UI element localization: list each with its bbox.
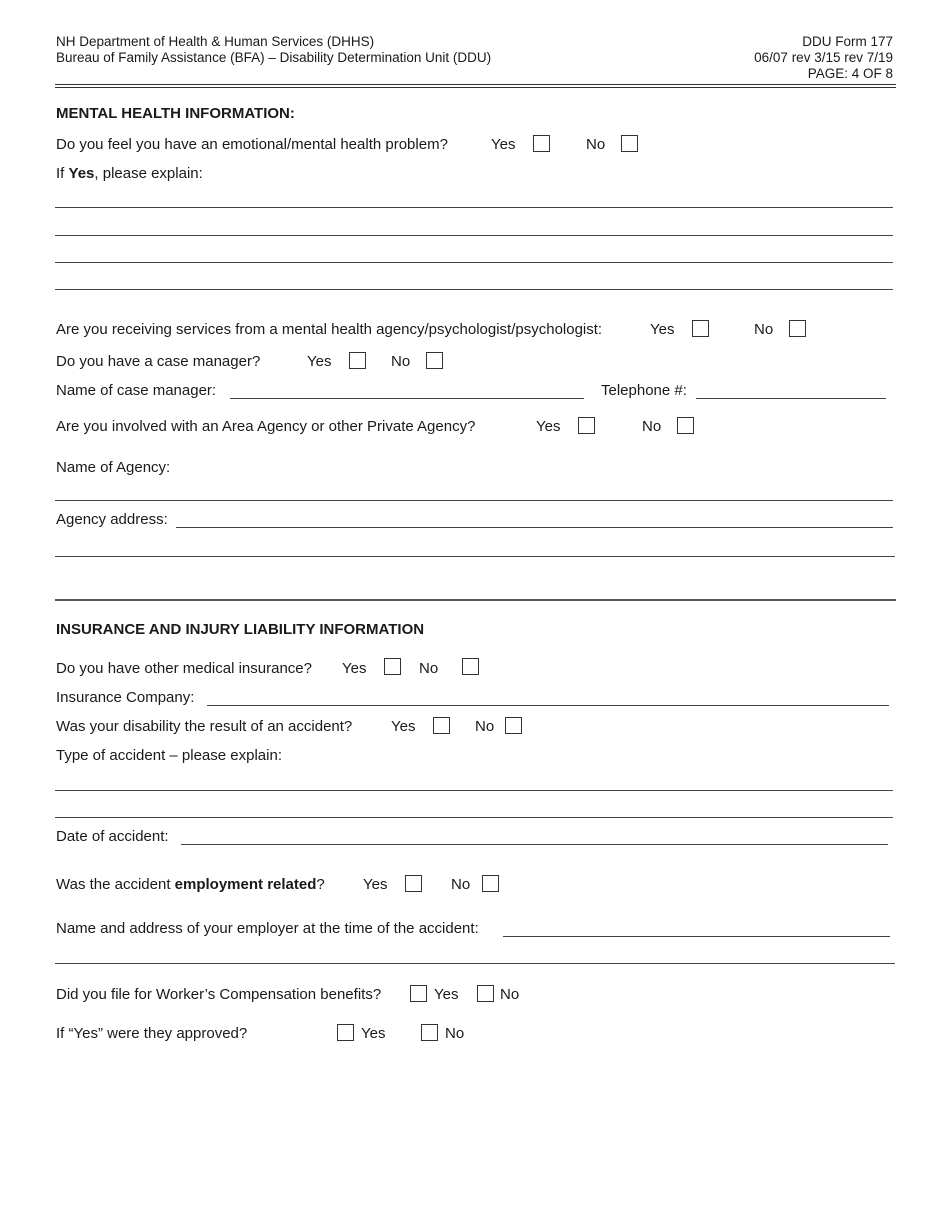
services-yes-label: Yes: [650, 321, 675, 338]
header-revision: 06/07 rev 3/15 rev 7/19: [754, 50, 893, 65]
header-divider-top: [55, 84, 896, 85]
header-department: NH Department of Health & Human Services (DHHS): [56, 34, 375, 49]
header-page-number: PAGE: 4 OF 8: [807, 66, 893, 81]
case-manager-name-field[interactable]: [230, 398, 584, 399]
insurance-company-label: Insurance Company:: [56, 689, 195, 706]
other-insurance-no-checkbox[interactable]: [462, 658, 479, 675]
workers-comp-no-checkbox[interactable]: [477, 985, 494, 1002]
workers-comp-no-label: No: [500, 986, 520, 1003]
employment-related-no-label: No: [451, 876, 471, 893]
case-manager-no-label: No: [391, 353, 411, 370]
insurance-section-title: INSURANCE AND INJURY LIABILITY INFORMATION: [56, 621, 425, 638]
approved-no-checkbox[interactable]: [421, 1024, 438, 1041]
services-no-checkbox[interactable]: [789, 320, 806, 337]
accident-explain-line-1[interactable]: [55, 790, 893, 791]
other-insurance-question: Do you have other medical insurance?: [56, 660, 312, 677]
employer-field-line-2[interactable]: [55, 963, 895, 964]
agency-address-label: Agency address:: [56, 511, 168, 528]
approved-no-label: No: [445, 1025, 465, 1042]
telephone-field[interactable]: [696, 398, 886, 399]
services-no-label: No: [754, 321, 774, 338]
workers-comp-question: Did you file for Worker’s Compensation benefits?: [56, 986, 382, 1003]
mental-health-problem-no-label: No: [586, 136, 606, 153]
case-manager-name-label: Name of case manager:: [56, 382, 217, 399]
mental-health-problem-yes-checkbox[interactable]: [533, 135, 550, 152]
telephone-label: Telephone #:: [601, 382, 687, 399]
employment-related-question: Was the accident employment related?: [56, 876, 325, 893]
employment-related-yes-label: Yes: [363, 876, 388, 893]
case-manager-yes-checkbox[interactable]: [349, 352, 366, 369]
header-divider-bottom: [55, 87, 896, 88]
accident-explain-line-2[interactable]: [55, 817, 893, 818]
mental-health-explain-line-4[interactable]: [55, 289, 893, 290]
header-form-number: DDU Form 177: [802, 34, 893, 49]
accident-yes-label: Yes: [391, 718, 416, 735]
mental-health-problem-no-checkbox[interactable]: [621, 135, 638, 152]
mental-health-explain-line-2[interactable]: [55, 235, 893, 236]
workers-comp-yes-label: Yes: [434, 986, 459, 1003]
agency-address-field-line-2[interactable]: [55, 556, 895, 557]
other-insurance-no-label: No: [419, 660, 439, 677]
approved-question: If “Yes” were they approved?: [56, 1025, 248, 1042]
services-yes-checkbox[interactable]: [692, 320, 709, 337]
other-insurance-yes-checkbox[interactable]: [384, 658, 401, 675]
explain-prompt: If Yes, please explain:: [56, 165, 203, 182]
approved-yes-checkbox[interactable]: [337, 1024, 354, 1041]
header-bureau: Bureau of Family Assistance (BFA) – Disability Determination Unit (DDU): [56, 50, 492, 65]
accident-no-checkbox[interactable]: [505, 717, 522, 734]
case-manager-question: Do you have a case manager?: [56, 353, 261, 370]
section-divider: [55, 599, 896, 601]
accident-date-field[interactable]: [181, 844, 888, 845]
employment-related-no-checkbox[interactable]: [482, 875, 499, 892]
agency-yes-label: Yes: [536, 418, 561, 435]
mental-health-problem-question: Do you feel you have an emotional/mental health problem?: [56, 136, 448, 153]
insurance-company-field[interactable]: [207, 705, 889, 706]
agency-name-field[interactable]: [55, 500, 893, 501]
accident-type-label: Type of accident – please explain:: [56, 747, 282, 764]
agency-no-checkbox[interactable]: [677, 417, 694, 434]
accident-yes-checkbox[interactable]: [433, 717, 450, 734]
accident-date-label: Date of accident:: [56, 828, 169, 845]
employment-related-yes-checkbox[interactable]: [405, 875, 422, 892]
mental-health-section-title: MENTAL HEALTH INFORMATION:: [56, 105, 295, 122]
agency-no-label: No: [642, 418, 662, 435]
accident-question: Was your disability the result of an accident?: [56, 718, 353, 735]
employer-label: Name and address of your employer at the time of the accident:: [56, 920, 479, 937]
accident-no-label: No: [475, 718, 495, 735]
workers-comp-yes-checkbox[interactable]: [410, 985, 427, 1002]
agency-question: Are you involved with an Area Agency or other Private Agency?: [56, 418, 476, 435]
agency-yes-checkbox[interactable]: [578, 417, 595, 434]
case-manager-no-checkbox[interactable]: [426, 352, 443, 369]
employer-field[interactable]: [503, 936, 890, 937]
services-question: Are you receiving services from a mental health agency/psychologist/psychologist:: [56, 321, 603, 338]
mental-health-explain-line-3[interactable]: [55, 262, 893, 263]
agency-name-label: Name of Agency:: [56, 459, 171, 476]
mental-health-problem-yes-label: Yes: [491, 136, 516, 153]
approved-yes-label: Yes: [361, 1025, 386, 1042]
case-manager-yes-label: Yes: [307, 353, 332, 370]
other-insurance-yes-label: Yes: [342, 660, 367, 677]
mental-health-explain-line-1[interactable]: [55, 207, 893, 208]
agency-address-field[interactable]: [176, 527, 893, 528]
